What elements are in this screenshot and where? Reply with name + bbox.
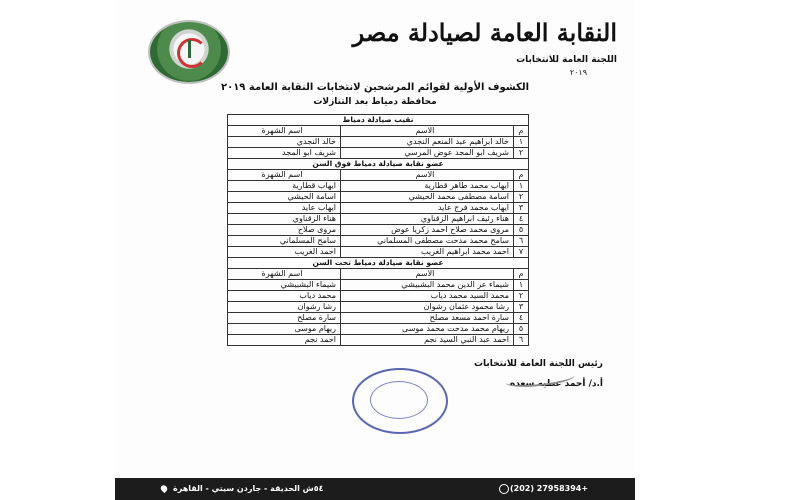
candidate-fame-name: ايهاب قطارية [292, 181, 336, 190]
footer-address: ٥٤ش الحديقة - جاردن سيتي - القاهرة [173, 484, 324, 493]
candidate-fame-name: شيماء البشبيشي [280, 280, 336, 289]
row-num: ٤ [513, 214, 528, 224]
candidate-name: احمد عبد النبي السيد نجم [340, 335, 513, 345]
candidate-fame-name: مروى صلاح [297, 225, 336, 234]
row-num: ٥ [513, 324, 528, 334]
header-num: م [513, 170, 528, 180]
signature-title: رئيس اللجنة العامة للانتخابات [473, 359, 603, 369]
syndicate-name: النقابة العامة لصيادلة مصر [352, 18, 617, 47]
candidate-name: ايهاب محمد طاهر قطارية [340, 181, 513, 191]
header-num: م [513, 126, 528, 136]
table-row [228, 203, 528, 214]
candidate-fame-name: سارة مصلح [297, 313, 336, 322]
candidate-fame-name: ريهام موسى [294, 324, 336, 333]
row-num: ٧ [513, 247, 528, 257]
candidate-fame-name: ايهاب عايد [301, 203, 336, 212]
phone-icon [499, 484, 509, 494]
table-row [228, 181, 528, 192]
logo-bar-icon [188, 40, 191, 58]
row-num: ٤ [513, 313, 528, 323]
signature-name: أ.د/ أحمد عطيه سعده [509, 379, 603, 389]
document-title: الكشوف الأولية لقوائم المرشحين لانتخابات النقابة العامة ٢٠١٩ [221, 82, 529, 93]
row-num: ١ [513, 280, 528, 290]
row-num: ١ [513, 137, 528, 147]
candidate-name: محمد السيد محمد دياب [340, 291, 513, 301]
row-num: ٢ [513, 291, 528, 301]
header-fame: اسم الشهرة [261, 126, 303, 135]
candidate-name: ايهاب محمد فرج عايد [340, 203, 513, 213]
candidate-name: مروى محمد صلاح احمد زكريا عوض [340, 225, 513, 235]
header-fame: اسم الشهرة [261, 170, 303, 179]
header-num: م [513, 269, 528, 279]
candidate-name: شريف ابو المجد عوض المرسي [340, 148, 513, 158]
row-num: ١ [513, 181, 528, 191]
row-num: ٣ [513, 203, 528, 213]
candidate-name: شيماء عز الدين محمد البشبيشي [340, 280, 513, 290]
location-pin-icon [159, 484, 168, 493]
section-title: عضو نقابة صيادلة دمياط تحت السن [312, 258, 444, 267]
candidate-name: سارة احمد مسعد مصلح [340, 313, 513, 323]
syndicate-logo [150, 22, 228, 82]
candidate-fame-name: خالد النجدي [296, 137, 336, 146]
candidate-fame-name: اسامة الحيشي [287, 192, 336, 201]
table-header-row [228, 269, 528, 280]
table-row [228, 225, 528, 236]
candidate-name: هناء رئيف ابراهيم الزقناوي [340, 214, 513, 224]
table-header-row [228, 126, 528, 137]
table-row [228, 280, 528, 291]
candidate-name: احمد محمد ابراهيم الغريب [340, 247, 513, 257]
candidate-name: ريهام محمد مدحت محمد موسى [340, 324, 513, 334]
section-title-row [228, 159, 528, 170]
table-row [228, 291, 528, 302]
header-name: الاسم [340, 269, 513, 279]
committee-name: اللجنة العامة للانتخابات [516, 55, 617, 65]
logo-crescent-icon [177, 38, 207, 68]
candidate-name: خالد ابراهيم عبد المنعم النجدي [340, 137, 513, 147]
row-num: ٥ [513, 225, 528, 235]
section-title: نقيب صيادلة دمياط [342, 115, 414, 124]
candidate-name: اسامة مصطفى محمد الحيشي [340, 192, 513, 202]
table-row [228, 192, 528, 203]
candidate-fame-name: سامح المسلماني [279, 236, 336, 245]
row-num: ٣ [513, 302, 528, 312]
official-stamp [352, 368, 448, 434]
table-row [228, 148, 528, 159]
candidate-fame-name: محمد دياب [299, 291, 336, 300]
table-row [228, 313, 528, 324]
candidate-fame-name: رشا رشوان [297, 302, 336, 311]
letterhead-year: ٢٠١٩ [569, 68, 587, 77]
table-row [228, 324, 528, 335]
table-row [228, 335, 528, 346]
table-row [228, 137, 528, 148]
document-page [115, 0, 635, 500]
header-fame: اسم الشهرة [261, 269, 303, 278]
candidate-fame-name: احمد نجم [304, 335, 336, 344]
candidate-name: سامح محمد مدحت مصطفى المسلماني [340, 236, 513, 246]
row-num: ٦ [513, 335, 528, 345]
row-num: ٦ [513, 236, 528, 246]
footer-phone: (202) 27958394+ [510, 484, 589, 493]
section-title: عضو نقابة صيادلة دمياط فوق السن [312, 159, 444, 168]
table-row [228, 247, 528, 258]
table-row [228, 214, 528, 225]
header-name: الاسم [340, 126, 513, 136]
candidate-name: رشا محمود عثمان رشوان [340, 302, 513, 312]
candidate-fame-name: احمد الغريب [294, 247, 336, 256]
header-name: الاسم [340, 170, 513, 180]
section-title-row [228, 258, 528, 269]
candidate-fame-name: هناء الزقناوي [292, 214, 336, 223]
letterhead [353, 18, 617, 77]
candidate-fame-name: شريف ابو المجد [282, 148, 336, 157]
row-num: ٢ [513, 192, 528, 202]
section-title-row [228, 115, 528, 126]
table-row [228, 236, 528, 247]
document-subtitle: محافظة دمياط بعد التنازلات [313, 97, 437, 107]
footer-bar [115, 478, 635, 500]
row-num: ٢ [513, 148, 528, 158]
candidates-table [227, 114, 529, 346]
table-header-row [228, 170, 528, 181]
table-row [228, 302, 528, 313]
